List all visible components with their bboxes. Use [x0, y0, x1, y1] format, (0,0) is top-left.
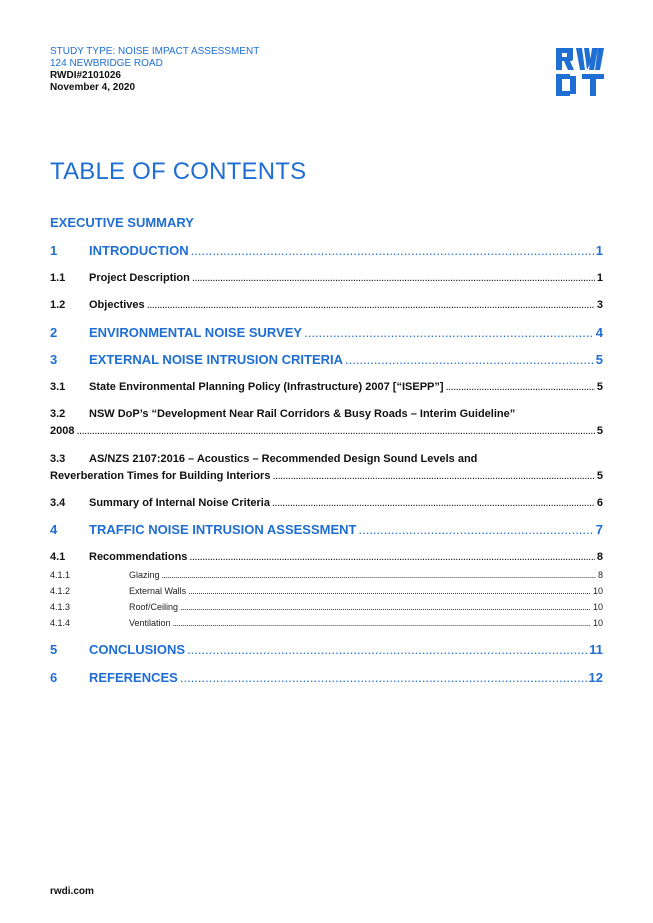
- toc-text: AS/NZS 2107:2016 – Acoustics – Recommended Design Sound Levels and: [89, 453, 478, 465]
- toc-leader: [188, 586, 591, 596]
- project-number: RWDI#2101026: [50, 70, 121, 81]
- toc-number: 4.1.2: [50, 586, 71, 596]
- toc-text: Glazing: [129, 570, 160, 580]
- toc-leader: [162, 570, 596, 580]
- toc-number: 1: [50, 243, 58, 258]
- toc-number: 5: [50, 642, 58, 657]
- toc-page: 12: [588, 670, 603, 685]
- toc-entry[interactable]: [50, 497, 603, 509]
- toc-leader: [191, 243, 594, 258]
- toc-text-continued: 2008: [50, 425, 75, 437]
- toc-number: 3.3: [50, 453, 66, 465]
- toc-page: 6: [596, 497, 603, 509]
- toc-number: 4.1: [50, 551, 66, 563]
- toc-text: Roof/Ceiling: [129, 602, 179, 612]
- toc-entry[interactable]: [50, 352, 603, 367]
- project-address: 124 NEWBRIDGE ROAD: [50, 57, 163, 69]
- toc-number: 4: [50, 522, 58, 537]
- toc-page: 10: [592, 586, 603, 596]
- toc-entry[interactable]: [50, 408, 603, 437]
- toc-entry[interactable]: [50, 453, 603, 482]
- toc-text-continued: Reverberation Times for Building Interiors: [50, 470, 271, 482]
- toc-page: 5: [596, 470, 603, 482]
- toc-leader: [187, 642, 587, 657]
- toc-page: 10: [592, 602, 603, 612]
- toc-text: EXTERNAL NOISE INTRUSION CRITERIA: [89, 352, 344, 367]
- toc-text: Summary of Internal Noise Criteria: [89, 497, 270, 509]
- toc-entry[interactable]: [50, 670, 603, 685]
- toc-page: 1: [595, 243, 603, 258]
- toc-text: INTRODUCTION: [89, 243, 189, 258]
- toc-text: CONCLUSIONS: [89, 642, 186, 657]
- toc-number: 1.1: [50, 272, 66, 284]
- toc-leader: [192, 272, 595, 284]
- rwdi-logo: [556, 48, 604, 101]
- toc-text: External Walls: [129, 586, 187, 596]
- toc-text: State Environmental Planning Policy (Infrastructure) 2007 [“ISEPP”]: [89, 381, 444, 393]
- toc-executive-summary[interactable]: EXECUTIVE SUMMARY: [50, 215, 194, 230]
- toc-page: 10: [592, 618, 603, 628]
- study-type: STUDY TYPE: NOISE IMPACT ASSESSMENT: [50, 46, 260, 57]
- rwdi-logo-icon: [556, 48, 604, 96]
- toc-page: 5: [596, 425, 603, 437]
- toc-number: 3: [50, 352, 58, 367]
- toc-entry[interactable]: [50, 551, 603, 563]
- toc-entry[interactable]: [50, 381, 603, 393]
- toc-leader: [358, 522, 593, 537]
- toc-text: NSW DoP’s “Development Near Rail Corridors & Busy Roads – Interim Guideline”: [89, 408, 516, 420]
- toc-leader: [76, 425, 594, 437]
- toc-text: Ventilation: [129, 618, 171, 628]
- toc-text: TRAFFIC NOISE INTRUSION ASSESSMENT: [89, 522, 357, 537]
- toc-page: 4: [595, 325, 603, 340]
- toc-entry[interactable]: [50, 325, 603, 340]
- toc-entry[interactable]: [50, 618, 603, 628]
- toc-number: 2: [50, 325, 58, 340]
- toc-page: 8: [596, 551, 603, 563]
- toc-text: REFERENCES: [89, 670, 178, 685]
- toc-leader: [345, 352, 594, 367]
- toc-entry[interactable]: [50, 642, 603, 657]
- toc-number: 4.1.4: [50, 618, 71, 628]
- toc-entry[interactable]: [50, 570, 603, 580]
- toc-page: 11: [589, 642, 603, 657]
- document-header: [50, 46, 259, 93]
- toc-leader: [147, 299, 595, 311]
- toc-number: 3.2: [50, 408, 66, 420]
- toc-number: 4.1.1: [50, 570, 71, 580]
- toc-entry[interactable]: [50, 243, 603, 258]
- toc-number: 3.1: [50, 381, 66, 393]
- page-title: TABLE OF CONTENTS: [50, 158, 307, 185]
- toc-text: ENVIRONMENTAL NOISE SURVEY: [89, 325, 303, 340]
- toc-text: Recommendations: [89, 551, 188, 563]
- toc-text: Project Description: [89, 272, 190, 284]
- toc-entry[interactable]: [50, 586, 603, 596]
- toc-number: 1.2: [50, 299, 66, 311]
- toc-page: 7: [595, 522, 603, 537]
- toc-entry[interactable]: [50, 602, 603, 612]
- toc-leader: [272, 470, 594, 482]
- footer-website[interactable]: rwdi.com: [50, 886, 94, 897]
- toc-text: Objectives: [89, 299, 145, 311]
- document-date: November 4, 2020: [50, 81, 136, 93]
- toc-number: 6: [50, 670, 58, 685]
- toc-page: 5: [595, 352, 603, 367]
- toc-page: 8: [597, 570, 603, 580]
- toc-leader: [173, 618, 591, 628]
- toc-entry[interactable]: [50, 299, 603, 311]
- toc-leader: [446, 381, 595, 393]
- toc-page: 1: [596, 272, 603, 284]
- toc-entry[interactable]: [50, 272, 603, 284]
- toc-page: 3: [596, 299, 603, 311]
- toc-leader: [304, 325, 594, 340]
- toc-number: 4.1.3: [50, 602, 71, 612]
- toc-page: 5: [596, 381, 603, 393]
- toc-leader: [180, 602, 591, 612]
- toc-entry[interactable]: [50, 522, 603, 537]
- toc-number: 3.4: [50, 497, 66, 509]
- toc-leader: [180, 670, 587, 685]
- toc-leader: [189, 551, 594, 563]
- toc-leader: [272, 497, 595, 509]
